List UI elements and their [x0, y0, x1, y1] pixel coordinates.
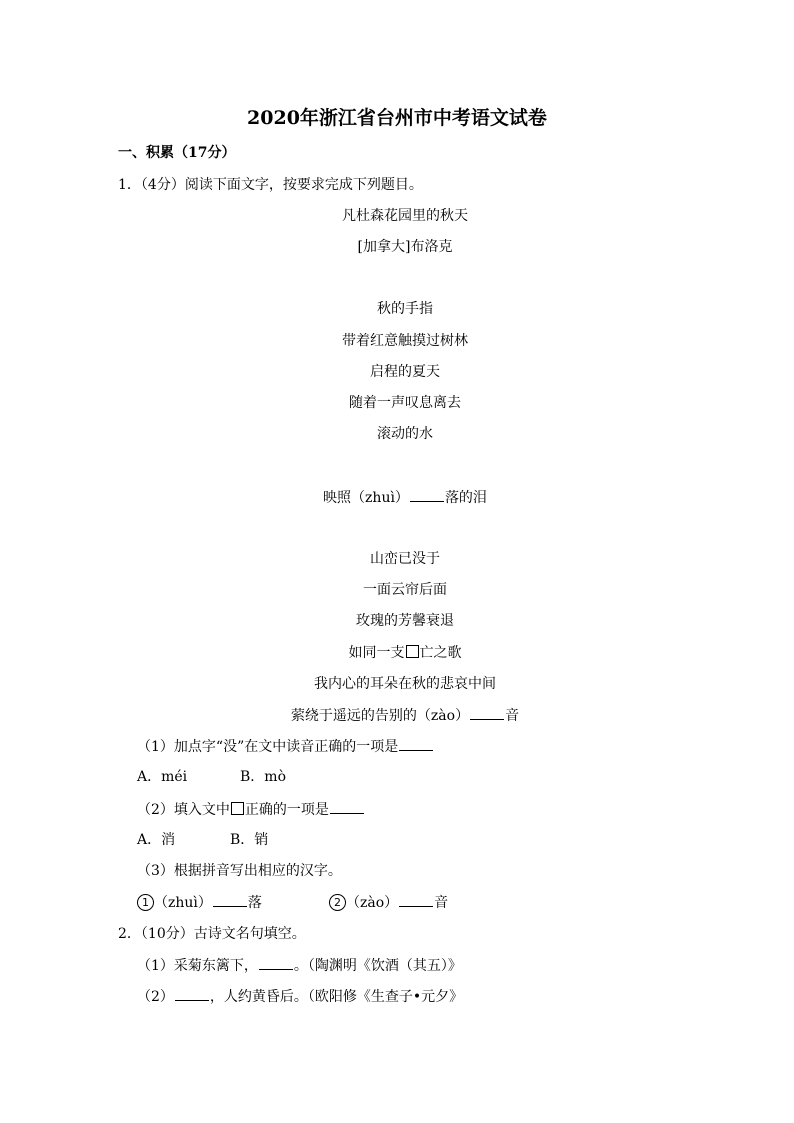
sub-item-1	[137, 892, 262, 913]
question-text: （2）填入文中	[137, 802, 230, 818]
poem-text: 萦绕于遥远的告别的（zào）	[290, 708, 470, 724]
item-text: 音	[434, 895, 449, 911]
poem-text: 音	[505, 708, 520, 724]
question-2-intro: 2．（10分）古诗文名句填空。	[118, 926, 306, 942]
poem-line: 启程的夏天	[370, 364, 440, 380]
option-a: A．méi	[137, 769, 188, 785]
poem-line: 玫瑰的芳馨衰退	[356, 613, 454, 629]
poem-line: 我内心的耳朵在秋的悲哀中间	[314, 676, 496, 692]
question-1-1	[137, 736, 434, 757]
question-text: （2）	[137, 989, 174, 1005]
answer-blank	[213, 892, 247, 907]
circled-number: 2	[329, 894, 346, 911]
question-text: （1）采菊东篱下，	[137, 958, 258, 974]
poem-text: 映照（zhuì）	[323, 490, 409, 506]
poem-line: 山峦已没于	[370, 551, 440, 567]
blank-box	[231, 802, 244, 815]
answer-blank	[410, 487, 444, 502]
answer-blank	[399, 892, 433, 907]
question-text: 。（陶渊明《饮酒（其五）》	[293, 958, 462, 974]
option-a: A．消	[137, 832, 176, 848]
question-text: ，人约黄昏后。（欧阳修《生查子•元夕》	[209, 989, 464, 1005]
poem-line: 滚动的水	[377, 426, 433, 442]
question-1-2	[137, 799, 365, 820]
poem-title: 凡杜森花园里的秋天	[342, 208, 468, 224]
poem-line: 一面云帘后面	[363, 582, 447, 598]
page-title: 2020年浙江省台州市中考语文试卷	[247, 107, 547, 129]
answer-blank	[470, 705, 504, 720]
poem-line: 随着一声叹息离去	[349, 395, 461, 411]
section-heading: 一、积累（17分）	[118, 145, 236, 161]
poem-text: 落的泪	[444, 490, 487, 506]
answer-blank	[330, 799, 364, 814]
option-b: B．销	[230, 832, 269, 848]
poem-line-with-box	[0, 643, 794, 663]
question-text: （1）加点字“没”在文中读音正确的一项是	[137, 739, 399, 755]
sub-item-2	[329, 892, 448, 913]
question-1-3: （3）根据拼音写出相应的汉字。	[137, 863, 342, 879]
answer-blank	[259, 955, 293, 970]
option-b: B．mò	[240, 769, 286, 785]
item-text: 落	[247, 895, 262, 911]
poem-line-with-blank	[0, 487, 794, 508]
answer-blank	[399, 736, 433, 751]
poem-author: [加拿大]布洛克	[357, 239, 453, 255]
poem-line-with-blank	[0, 705, 794, 726]
item-text: （zào）	[346, 895, 399, 911]
question-2-2	[137, 986, 463, 1007]
question-2-1	[137, 955, 462, 976]
question-text: 正确的一项是	[244, 802, 329, 818]
poem-text: 亡之歌	[419, 645, 462, 661]
blank-box	[406, 645, 419, 658]
item-text: （zhuì）	[154, 895, 212, 911]
poem-line: 秋的手指	[377, 301, 433, 317]
answer-blank	[175, 986, 209, 1001]
poem-text: 如同一支	[348, 645, 405, 661]
question-1-intro: 1．（4分）阅读下面文字，按要求完成下列题目。	[118, 177, 423, 193]
circled-number: 1	[137, 894, 154, 911]
poem-line: 带着红意触摸过树林	[342, 333, 468, 349]
